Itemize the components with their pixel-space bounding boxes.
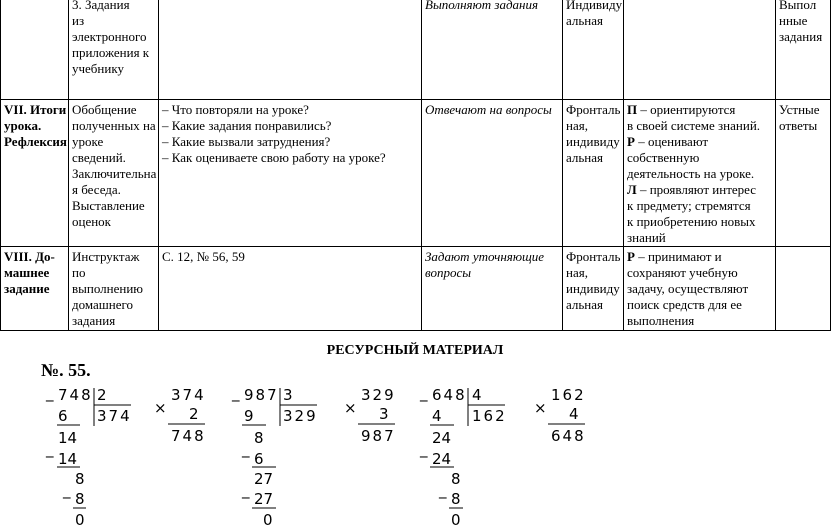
- remainder: 0: [75, 511, 85, 527]
- remainder: 8: [75, 470, 85, 488]
- quotient: 374: [97, 407, 132, 425]
- student-activity-cell: Отвечают на вопросы: [422, 100, 563, 247]
- subtrahend: 8: [451, 490, 461, 508]
- minus-sign: _: [232, 384, 240, 402]
- stage-cell-empty: [1, 0, 69, 100]
- multiplicand: 374: [171, 386, 206, 404]
- work-form-cell: Фронталь ная, индивиду альная: [563, 100, 624, 247]
- quotient: 329: [283, 407, 318, 425]
- product: 987: [361, 427, 396, 445]
- questions-cell: С. 12, № 56, 59: [159, 247, 422, 331]
- minus-sign: _: [63, 481, 71, 499]
- student-activity-cell: Задают уточняющие вопросы: [422, 247, 563, 331]
- division-648-by-4: [419, 384, 507, 527]
- minus-sign: _: [439, 481, 447, 499]
- minus-sign: _: [242, 481, 250, 499]
- stage-cell: VII. Итоги урока. Рефлексия: [1, 100, 69, 247]
- minus-sign: _: [46, 384, 54, 402]
- task-number: №. 55.: [41, 360, 91, 380]
- times-sign: ×: [344, 399, 357, 417]
- control-cell: Выпол нные задания: [776, 0, 831, 100]
- product: 648: [551, 427, 586, 445]
- dividend: 748: [58, 386, 93, 404]
- control-cell: Устные ответы: [776, 100, 831, 247]
- uud-cell: Р – принимают и сохраняют учебную задачу, осуществляют поиск средств для ее выполнения: [624, 247, 776, 331]
- remainder: 24: [432, 429, 452, 447]
- uud-cell: [624, 0, 776, 100]
- work-form-cell: Индивиду альная: [563, 0, 624, 100]
- table-row-tasks: [1, 0, 831, 100]
- content-cell: Инструктаж по выполнению домашнего задания: [69, 247, 159, 331]
- dividend: 648: [432, 386, 467, 404]
- multiplication-162-by-4: [534, 386, 586, 445]
- minus-sign: _: [420, 440, 428, 458]
- minus-sign: _: [46, 440, 54, 458]
- subtrahend: 24: [432, 450, 452, 468]
- content-cell: Обобщение полученных на уроке сведений. Заключительна я беседа. Выставление оценок: [69, 100, 159, 247]
- divisor: 4: [472, 386, 484, 404]
- subtrahend: 14: [58, 450, 78, 468]
- content-cell: 3. Задания из электронного приложения к учебнику: [69, 0, 159, 100]
- subtrahend: 27: [254, 490, 274, 508]
- subtrahend: 4: [432, 407, 442, 425]
- divisor: 2: [97, 386, 109, 404]
- subtrahend: 9: [244, 407, 254, 425]
- minus-sign: _: [242, 440, 250, 458]
- control-cell: [776, 247, 831, 331]
- remainder: 27: [254, 470, 274, 488]
- student-activity-cell: Выполняют задания: [422, 0, 563, 100]
- product: 748: [171, 427, 206, 445]
- remainder: 0: [451, 511, 461, 527]
- dividend: 987: [244, 386, 279, 404]
- questions-cell: [159, 0, 422, 100]
- subtrahend: 8: [75, 490, 85, 508]
- remainder: 8: [254, 429, 264, 447]
- table-row-reflection: [1, 100, 831, 247]
- table-row-homework: [1, 247, 831, 331]
- minus-sign: _: [420, 384, 428, 402]
- times-sign: ×: [534, 399, 547, 417]
- multiplier: 2: [189, 405, 199, 423]
- multiplicand: 162: [551, 386, 586, 404]
- division-748-by-2: [45, 384, 132, 527]
- remainder: 0: [263, 511, 273, 527]
- multiplication-374-by-2: [154, 386, 206, 445]
- times-sign: ×: [154, 399, 167, 417]
- calculations-svg: [0, 386, 816, 527]
- calculations-area: [0, 386, 816, 527]
- uud-cell: П – ориентируются в своей системе знаний. Р – оценивают собственную деятельность на уроке. Л – проявляют интерес к предмету; стремятся к приобретению новых знаний: [624, 100, 776, 247]
- multiplier: 3: [379, 405, 389, 423]
- division-987-by-3: [231, 384, 318, 527]
- multiplicand: 329: [361, 386, 396, 404]
- divisor: 3: [283, 386, 295, 404]
- remainder: 14: [58, 429, 78, 447]
- subtrahend: 6: [58, 407, 68, 425]
- resource-heading: РЕСУРСНЫЙ МАТЕРИАЛ: [326, 343, 504, 358]
- stage-cell: VIII. До- машнее задание: [1, 247, 69, 331]
- quotient: 162: [472, 407, 507, 425]
- remainder: 8: [451, 470, 461, 488]
- questions-cell: – Что повторяли на уроке? – Какие задания понравились? – Какие вызвали затруднения? – Как оцениваете свою работу на уроке?: [159, 100, 422, 247]
- work-form-cell: Фронталь ная, индивиду альная: [563, 247, 624, 331]
- subtrahend: 6: [254, 450, 264, 468]
- multiplication-329-by-3: [344, 386, 396, 445]
- multiplier: 4: [569, 405, 579, 423]
